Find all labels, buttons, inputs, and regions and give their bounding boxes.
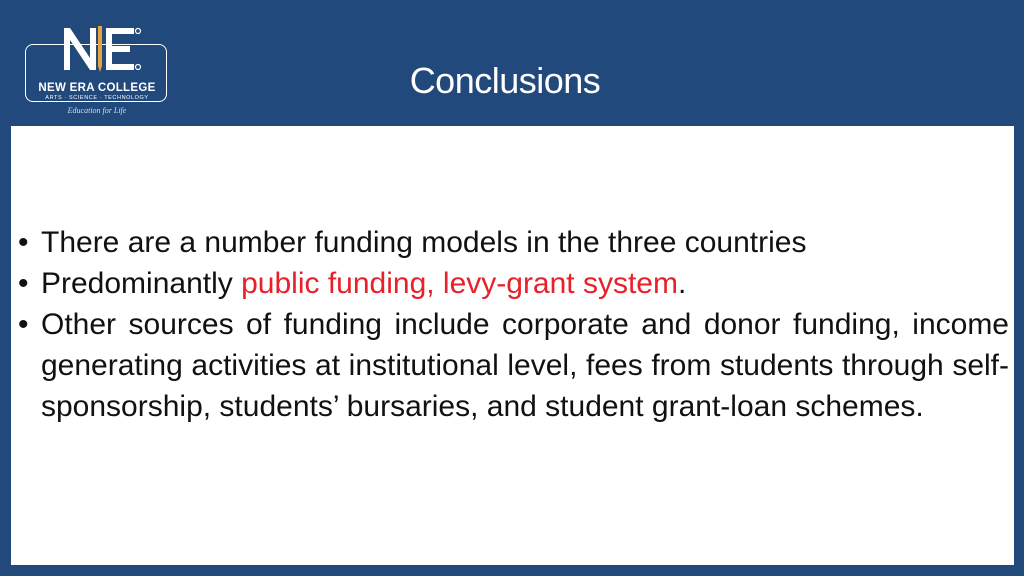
college-logo xyxy=(22,20,172,120)
logo-tagline: Education for Life xyxy=(67,106,127,115)
bullet-item xyxy=(16,304,1009,427)
bullet-text-highlight: public funding, levy-grant system xyxy=(241,267,678,300)
bullet-icon: • xyxy=(18,226,29,259)
content-panel xyxy=(11,126,1014,565)
bullet-text: There are a number funding models in the three countries xyxy=(41,226,807,259)
logo-name: NEW ERA COLLEGE xyxy=(38,82,156,94)
bullet-item xyxy=(16,263,1009,304)
bullet-icon: • xyxy=(18,267,29,300)
logo-subtitle: ARTS · SCIENCE · TECHNOLOGY xyxy=(45,95,149,101)
bullet-text-prefix: Predominantly xyxy=(41,267,242,300)
bullet-text-suffix: . xyxy=(677,267,687,300)
slide-title: Conclusions xyxy=(409,60,601,101)
bullet-list xyxy=(16,222,1009,427)
bullet-text: Other sources of funding include corporate and donor funding, income generating activities at institutional level, fees from students through self-sponsorship, students’ bursaries, and student grant-loan schemes. xyxy=(41,308,1009,423)
bullet-item xyxy=(16,222,1009,263)
ne-logo-mark-icon xyxy=(58,20,142,76)
bullet-icon: • xyxy=(18,308,29,341)
